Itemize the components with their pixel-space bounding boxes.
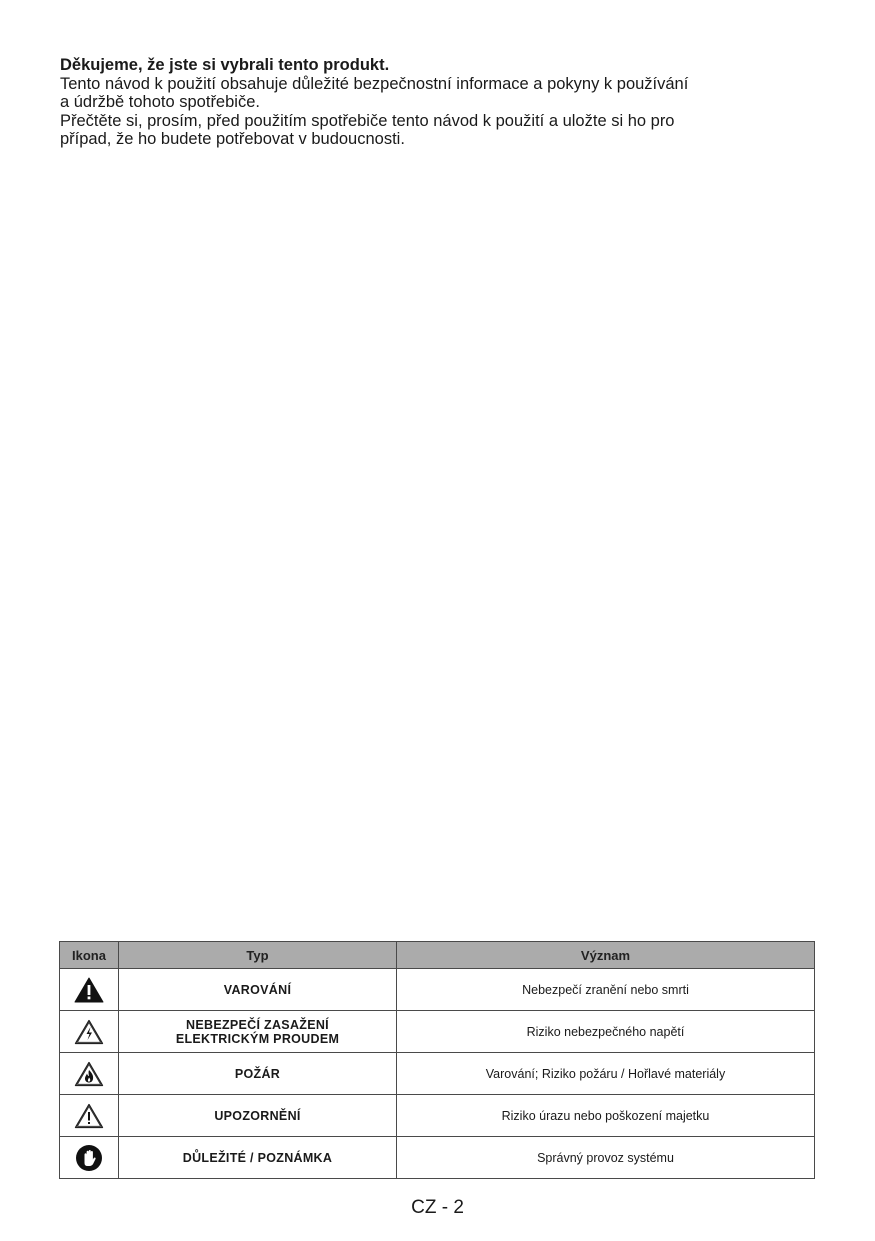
fire-icon	[74, 1061, 104, 1087]
intro-heading: Děkujeme, že jste si vybrali tento produkt.	[60, 56, 390, 74]
intro-line: případ, že ho budete potřebovat v budoucnosti.	[60, 130, 405, 148]
meaning-cell: Varování; Riziko požáru / Hořlavé materiály	[397, 1053, 815, 1095]
type-label-line: ELEKTRICKÝM PROUDEM	[175, 1031, 340, 1046]
icon-cell	[60, 1011, 119, 1053]
icon-cell	[60, 1095, 119, 1137]
safety-icons-table	[59, 941, 815, 1179]
intro-text	[60, 56, 800, 149]
intro-line: Tento návod k použití obsahuje důležité bezpečnostní informace a pokyny k používání	[60, 74, 689, 93]
table-row	[60, 1137, 815, 1179]
icon-cell	[60, 969, 119, 1011]
column-header-typ: Typ	[119, 942, 397, 969]
icon-cell	[60, 1137, 119, 1179]
type-label: VAROVÁNÍ	[223, 982, 292, 997]
meaning-cell: Riziko úrazu nebo poškození majetku	[397, 1095, 815, 1137]
electric-shock-icon	[74, 1019, 104, 1045]
table-row	[60, 1011, 815, 1053]
type-label: DŮLEŽITÉ / POZNÁMKA	[182, 1150, 333, 1165]
type-label: POŽÁR	[234, 1066, 281, 1081]
caution-icon	[74, 1103, 104, 1129]
column-header-vyznam: Význam	[397, 942, 815, 969]
meaning-cell: Správný provoz systému	[397, 1137, 815, 1179]
table-row	[60, 1095, 815, 1137]
table-row	[60, 1053, 815, 1095]
page-number: CZ - 2	[411, 1197, 464, 1218]
table-row	[60, 969, 815, 1011]
type-cell	[119, 1095, 397, 1137]
meaning-cell: Nebezpečí zranění nebo smrti	[397, 969, 815, 1011]
table-header-row	[60, 942, 815, 969]
warning-filled-icon	[74, 977, 104, 1003]
type-label-line: NEBEZPEČÍ ZASAŽENÍ	[186, 1017, 329, 1032]
intro-line: a údržbě tohoto spotřebiče.	[60, 93, 260, 111]
type-cell	[119, 1137, 397, 1179]
type-cell	[119, 1011, 397, 1053]
type-cell	[119, 1053, 397, 1095]
type-label: UPOZORNĚNÍ	[214, 1108, 301, 1123]
intro-line: Přečtěte si, prosím, před použitím spotřebiče tento návod k použití a uložte si ho pro	[60, 111, 675, 130]
stop-hand-icon	[75, 1144, 103, 1172]
meaning-cell: Riziko nebezpečného napětí	[397, 1011, 815, 1053]
type-cell	[119, 969, 397, 1011]
icon-cell	[60, 1053, 119, 1095]
column-header-ikona: Ikona	[60, 942, 119, 969]
